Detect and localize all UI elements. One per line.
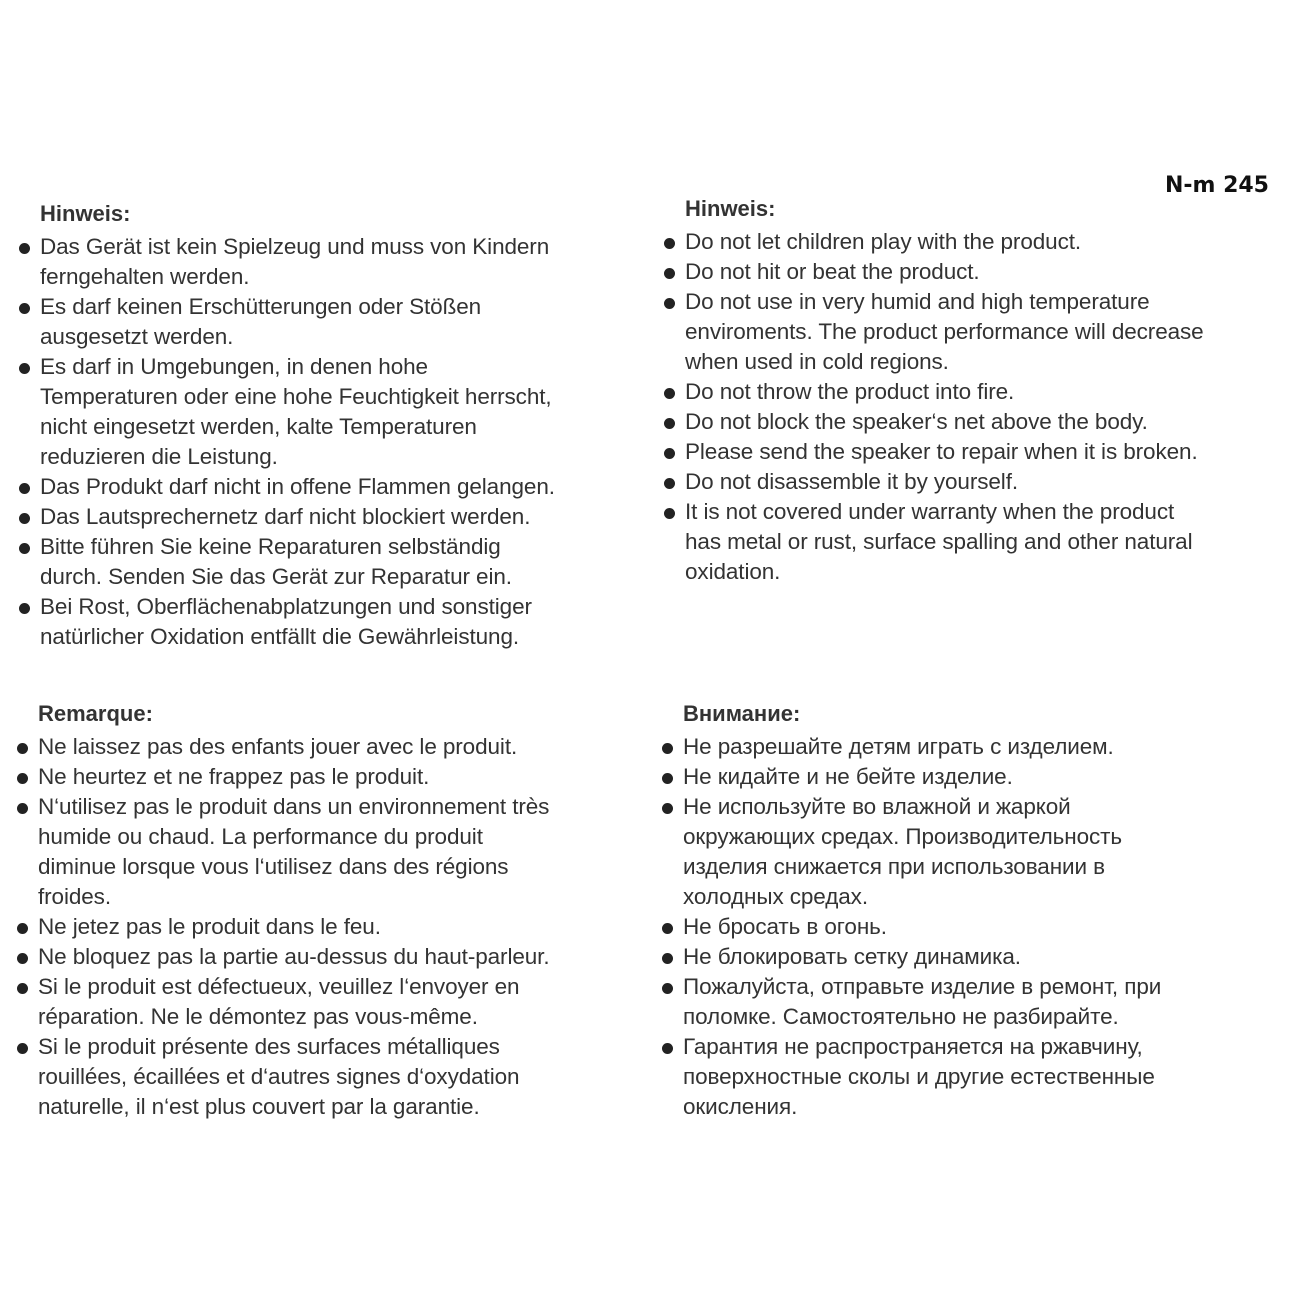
list-item-text: Do not use in very humid and high temperature enviroments. The product performance will decrease when used in cold regions. <box>685 289 1204 374</box>
list-item <box>38 732 658 762</box>
list-item <box>685 257 1285 287</box>
list-item <box>38 942 658 972</box>
list-item <box>38 792 658 912</box>
list-item-text: Не бросать в огонь. <box>683 914 887 939</box>
list-item-text: Das Produkt darf nicht in offene Flammen gelangen. <box>40 474 555 499</box>
bullet-icon <box>664 448 675 459</box>
list-item-text: Ne jetez pas le produit dans le feu. <box>38 914 381 939</box>
bullet-icon <box>17 773 28 784</box>
list-item <box>40 472 650 502</box>
bullet-icon <box>662 743 673 754</box>
list-item-text: Не кидайте и не бейте изделие. <box>683 764 1013 789</box>
notice-list <box>40 232 650 652</box>
bullet-icon <box>662 803 673 814</box>
list-item <box>38 762 658 792</box>
list-item-text: Ne laissez pas des enfants jouer avec le produit. <box>38 734 518 759</box>
section-title: Hinweis: <box>685 196 776 221</box>
bullet-icon <box>17 953 28 964</box>
list-item-text: Si le produit est défectueux, veuillez l‘envoyer en réparation. Ne le démontez pas vous-même. <box>38 974 520 1029</box>
bullet-icon <box>664 298 675 309</box>
list-item <box>40 502 650 532</box>
bullet-icon <box>19 513 30 524</box>
list-item-text: Ne bloquez pas la partie au-dessus du haut-parleur. <box>38 944 550 969</box>
list-item <box>685 437 1285 467</box>
list-item <box>685 467 1285 497</box>
list-item <box>40 352 650 472</box>
list-item <box>38 1032 658 1122</box>
bullet-icon <box>662 953 673 964</box>
bullet-icon <box>19 363 30 374</box>
bullet-icon <box>662 1043 673 1054</box>
list-item-text: Не используйте во влажной и жаркой окружающих средах. Производительность изделия снижается при использовании в холодных средах. <box>683 794 1123 909</box>
bullet-icon <box>664 268 675 279</box>
notice-english <box>685 195 1285 587</box>
list-item-text: Es darf keinen Erschütterungen oder Stößen ausgesetzt werden. <box>40 294 482 349</box>
model-number: N-m 245 <box>1164 173 1269 198</box>
list-item-text: Do not hit or beat the product. <box>685 259 980 284</box>
list-item <box>685 377 1285 407</box>
list-item-text: N‘utilisez pas le produit dans un environnement très humide ou chaud. La performance du produit diminue lorsque vous l‘utilisez dans des régions froides. <box>38 794 550 909</box>
list-item-text: Do not disassemble it by yourself. <box>685 469 1019 494</box>
section-title: Remarque: <box>38 701 153 726</box>
list-item <box>38 912 658 942</box>
notice-list <box>685 227 1285 587</box>
list-item <box>683 732 1283 762</box>
list-item <box>40 232 650 292</box>
bullet-icon <box>19 243 30 254</box>
bullet-icon <box>664 388 675 399</box>
section-title: Hinweis: <box>40 201 131 226</box>
list-item-text: Please send the speaker to repair when it is broken. <box>685 439 1198 464</box>
bullet-icon <box>664 238 675 249</box>
list-item-text: Si le produit présente des surfaces métalliques rouillées, écaillées et d‘autres signes d‘oxydation naturelle, il n‘est plus couvert par la garantie. <box>38 1034 520 1119</box>
bullet-icon <box>664 418 675 429</box>
list-item <box>685 287 1285 377</box>
list-item <box>683 792 1283 912</box>
bullet-icon <box>19 543 30 554</box>
list-item <box>683 912 1283 942</box>
list-item <box>683 1032 1283 1122</box>
bullet-icon <box>17 923 28 934</box>
list-item-text: Bei Rost, Oberflächenabplatzungen und sonstiger natürlicher Oxidation entfällt die Gewährleistung. <box>40 594 532 649</box>
bullet-icon <box>19 303 30 314</box>
notice-list <box>683 732 1283 1122</box>
list-item-text: Do not let children play with the product. <box>685 229 1082 254</box>
notice-russian <box>683 700 1283 1122</box>
list-item <box>683 762 1283 792</box>
bullet-icon <box>662 923 673 934</box>
list-item <box>38 972 658 1032</box>
bullet-icon <box>662 983 673 994</box>
list-item-text: Das Lautsprechernetz darf nicht blockiert werden. <box>40 504 531 529</box>
list-item-text: Es darf in Umgebungen, in denen hohe Temperaturen oder eine hohe Feuchtigkeit herrscht, nicht eingesetzt werden, kalte Temperaturen reduzieren die Leistung. <box>40 354 552 469</box>
bullet-icon <box>17 743 28 754</box>
list-item <box>685 497 1285 587</box>
list-item <box>685 227 1285 257</box>
bullet-icon <box>17 803 28 814</box>
list-item-text: Пожалуйста, отправьте изделие в ремонт, при поломке. Самостоятельно не разбирайте. <box>683 974 1162 1029</box>
list-item <box>40 592 650 652</box>
list-item-text: Не разрешайте детям играть с изделием. <box>683 734 1114 759</box>
list-item-text: Do not block the speaker‘s net above the body. <box>685 409 1148 434</box>
list-item-text: Bitte führen Sie keine Reparaturen selbständig durch. Senden Sie das Gerät zur Reparatur ein. <box>40 534 512 589</box>
notice-french <box>38 700 658 1122</box>
bullet-icon <box>17 983 28 994</box>
bullet-icon <box>19 483 30 494</box>
list-item-text: Ne heurtez et ne frappez pas le produit. <box>38 764 430 789</box>
list-item <box>683 972 1283 1032</box>
list-item-text: Гарантия не распространяется на ржавчину, поверхностные сколы и другие естественные окисления. <box>683 1034 1155 1119</box>
list-item-text: Не блокировать сетку динамика. <box>683 944 1021 969</box>
bullet-icon <box>662 773 673 784</box>
list-item <box>683 942 1283 972</box>
list-item-text: It is not covered under warranty when the product has metal or rust, surface spalling and other natural oxidation. <box>685 499 1193 584</box>
list-item <box>40 292 650 352</box>
notice-list <box>38 732 658 1122</box>
bullet-icon <box>664 478 675 489</box>
bullet-icon <box>19 603 30 614</box>
list-item-text: Do not throw the product into fire. <box>685 379 1015 404</box>
section-title: Внимание: <box>683 701 801 726</box>
list-item <box>40 532 650 592</box>
list-item-text: Das Gerät ist kein Spielzeug und muss von Kindern ferngehalten werden. <box>40 234 550 289</box>
list-item <box>685 407 1285 437</box>
bullet-icon <box>664 508 675 519</box>
bullet-icon <box>17 1043 28 1054</box>
notice-german <box>40 200 650 652</box>
